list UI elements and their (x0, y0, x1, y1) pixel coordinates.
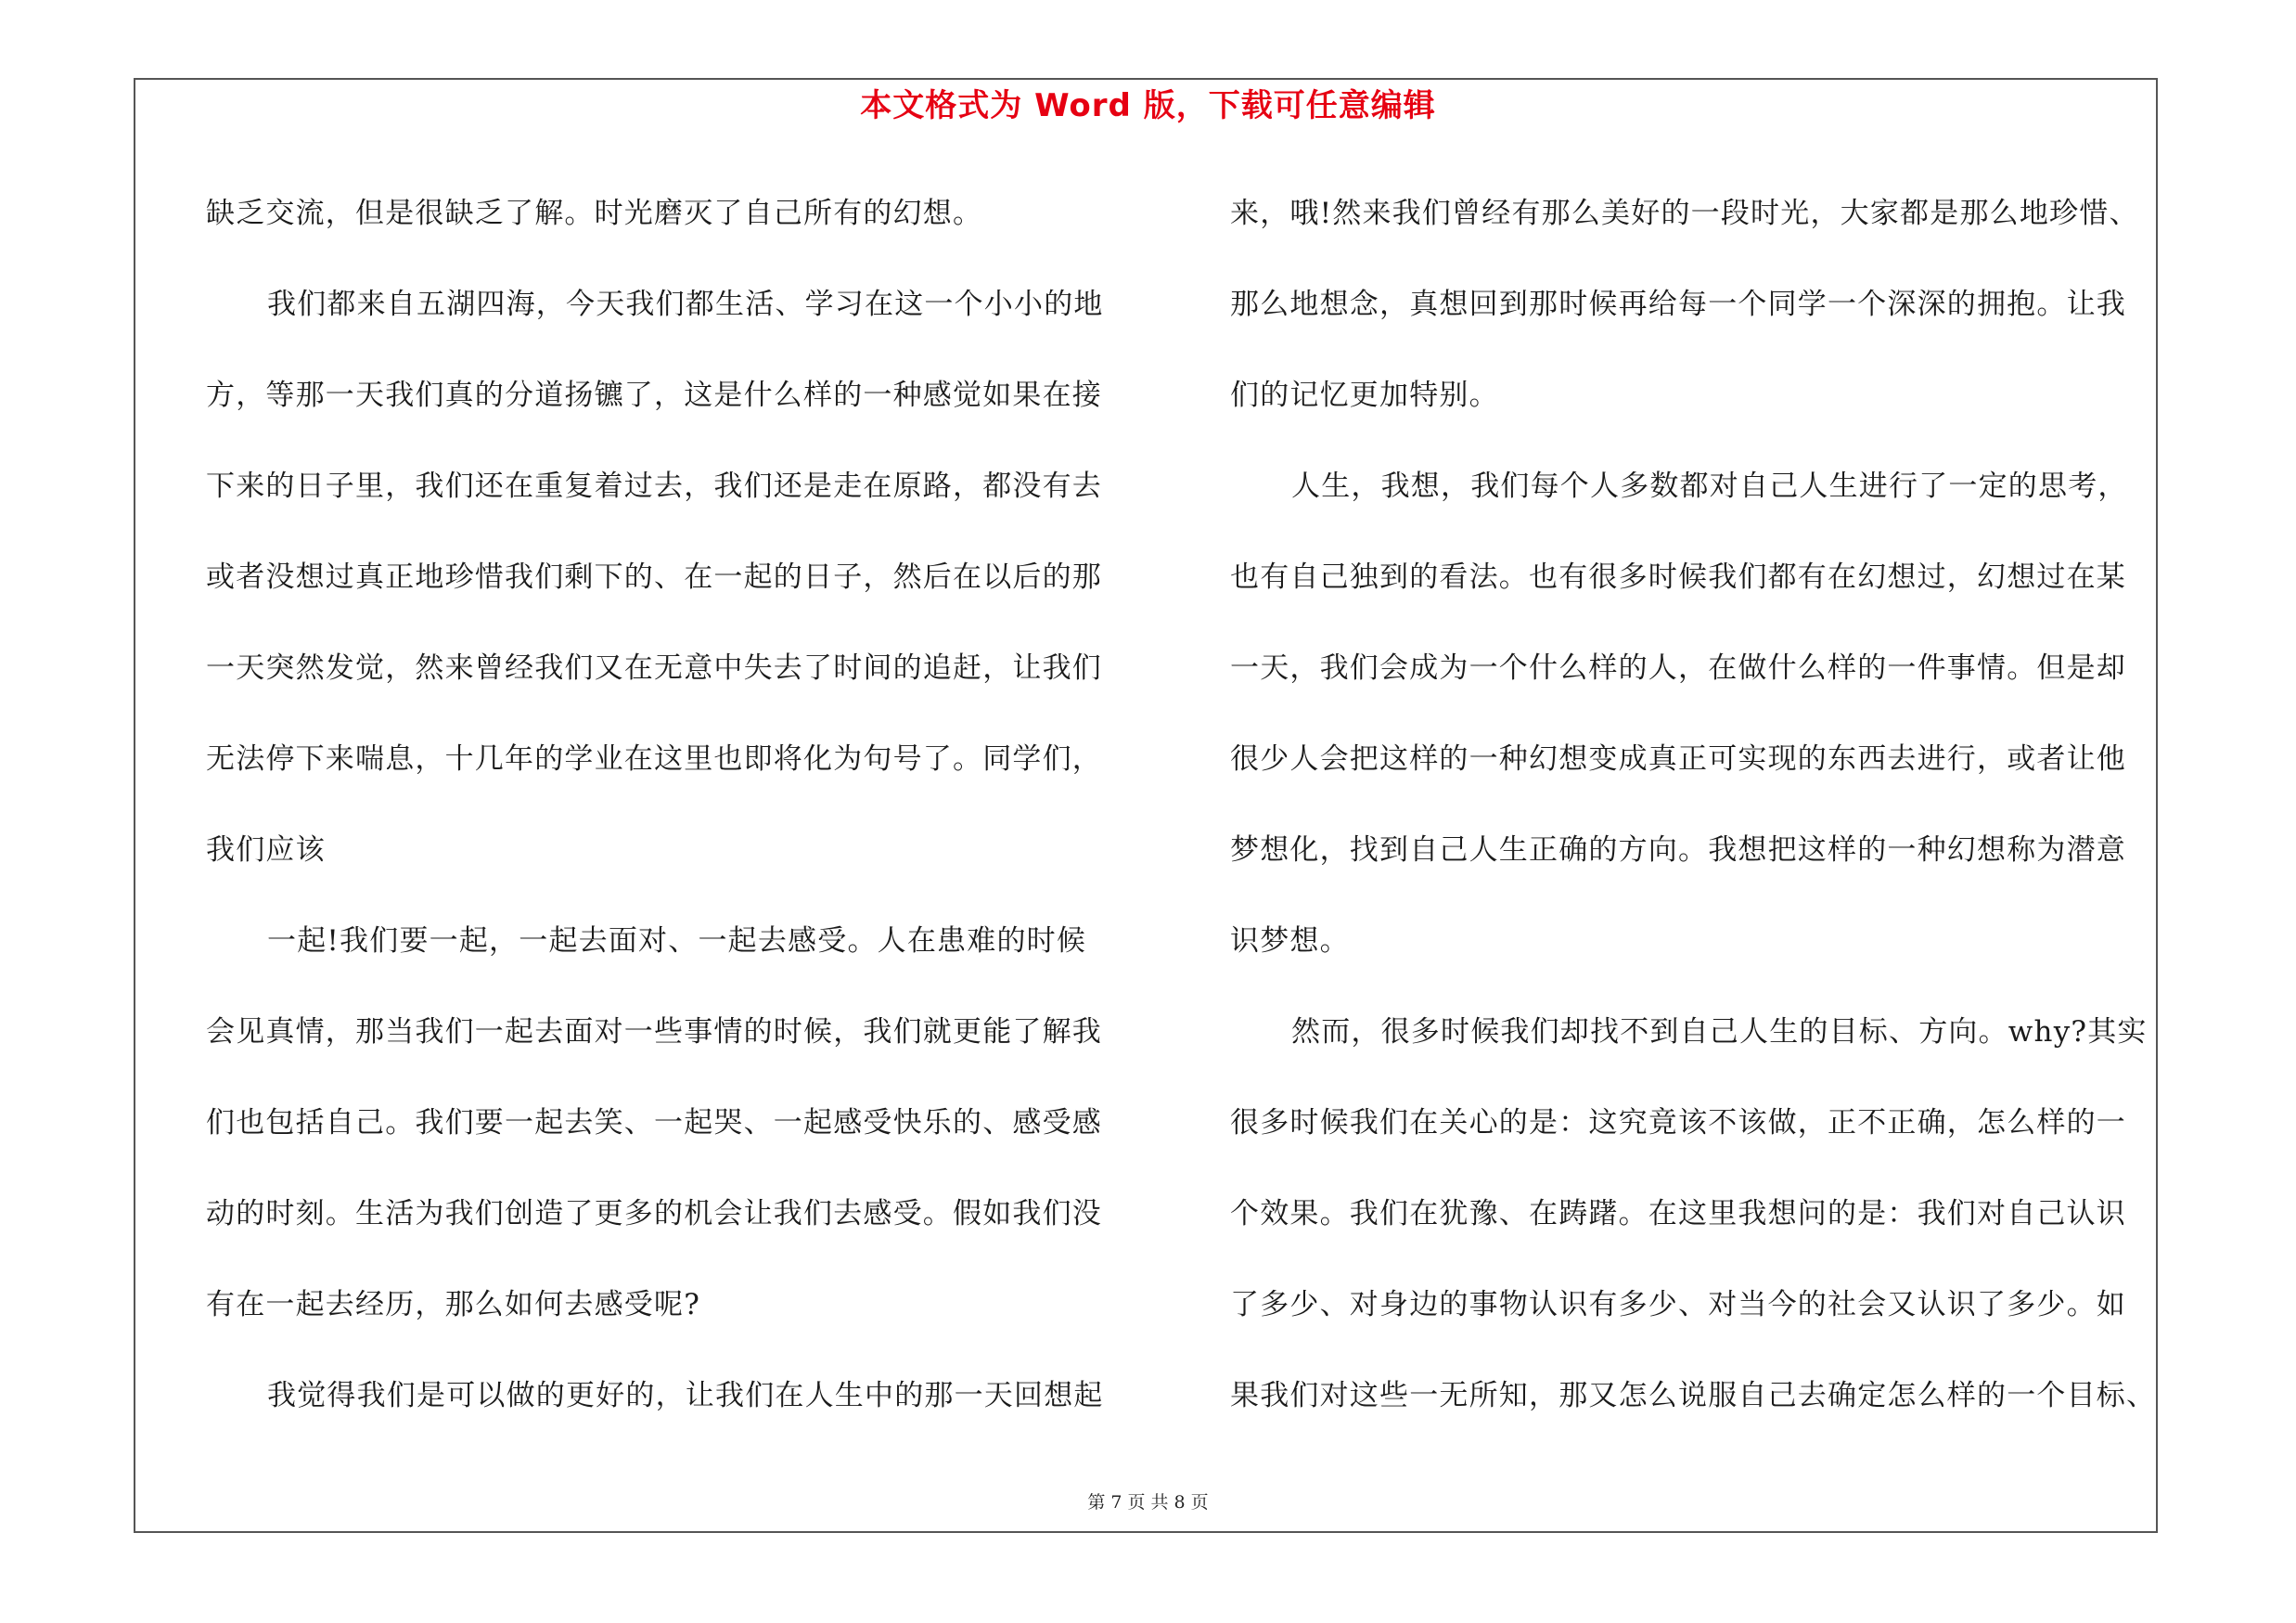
text-line: 无法停下来喘息，十几年的学业在这里也即将化为句号了。同学们， (206, 742, 1102, 776)
text-line: 缺乏交流，但是很缺乏了解。时光磨灭了自己所有的幻想。 (206, 197, 983, 230)
text-line: 然而，很多时候我们却找不到自己人生的目标、方向。why?其实 (1291, 1015, 2148, 1049)
text-line: 或者没想过真正地珍惜我们剩下的、在一起的日子，然后在以后的那 (206, 560, 1102, 594)
text-line: 会见真情，那当我们一起去面对一些事情的时候，我们就更能了解我 (206, 1015, 1102, 1049)
text-line: 识梦想。 (1230, 924, 1350, 958)
text-line: 下来的日子里，我们还在重复着过去，我们还是走在原路，都没有去 (206, 470, 1102, 503)
text-line: 们也包括自己。我们要一起去笑、一起哭、一起感受快乐的、感受感 (206, 1106, 1102, 1140)
word-format-banner: 本文格式为 Word 版，下载可任意编辑 (860, 87, 1436, 124)
text-line: 梦想化，找到自己人生正确的方向。我想把这样的一种幻想称为潜意 (1230, 833, 2126, 867)
text-line: 也有自己独到的看法。也有很多时候我们都有在幻想过，幻想过在某 (1230, 560, 2126, 594)
page-number-footer: 第 7 页 共 8 页 (1087, 1492, 1209, 1513)
text-line: 有在一起去经历，那么如何去感受呢? (206, 1288, 701, 1321)
text-line: 果我们对这些一无所知，那又怎么说服自己去确定怎么样的一个目标、 (1230, 1379, 2157, 1412)
text-line: 一起!我们要一起，一起去面对、一起去感受。人在患难的时候 (267, 924, 1087, 958)
text-line: 来，哦!然来我们曾经有那么美好的一段时光，大家都是那么地珍惜、 (1230, 197, 2139, 230)
text-line: 我们都来自五湖四海，今天我们都生活、学习在这一个小小的地 (267, 288, 1104, 321)
text-line: 我们应该 (206, 833, 326, 867)
text-line: 很少人会把这样的一种幻想变成真正可实现的东西去进行，或者让他 (1230, 742, 2126, 776)
right-text-column (1230, 181, 2167, 1454)
text-line: 我觉得我们是可以做的更好的，让我们在人生中的那一天回想起 (267, 1379, 1104, 1412)
text-line: 方，等那一天我们真的分道扬镳了，这是什么样的一种感觉如果在接 (206, 379, 1102, 412)
text-line: 一天突然发觉，然来曾经我们又在无意中失去了时间的追赶，让我们 (206, 651, 1102, 685)
left-text-column (206, 181, 1134, 1454)
text-line: 动的时刻。生活为我们创造了更多的机会让我们去感受。假如我们没 (206, 1197, 1102, 1230)
text-line: 个效果。我们在犹豫、在踌躇。在这里我想问的是：我们对自己认识 (1230, 1197, 2126, 1230)
text-line: 一天，我们会成为一个什么样的人，在做什么样的一件事情。但是却 (1230, 651, 2126, 685)
text-line: 了多少、对身边的事物认识有多少、对当今的社会又认识了多少。如 (1230, 1288, 2126, 1321)
text-line: 们的记忆更加特别。 (1230, 379, 1499, 412)
text-line: 很多时候我们在关心的是：这究竟该不该做，正不正确，怎么样的一 (1230, 1106, 2126, 1140)
text-line: 那么地想念，真想回到那时候再给每一个同学一个深深的拥抱。让我 (1230, 288, 2126, 321)
text-line: 人生，我想，我们每个人多数都对自己人生进行了一定的思考， (1291, 470, 2128, 503)
